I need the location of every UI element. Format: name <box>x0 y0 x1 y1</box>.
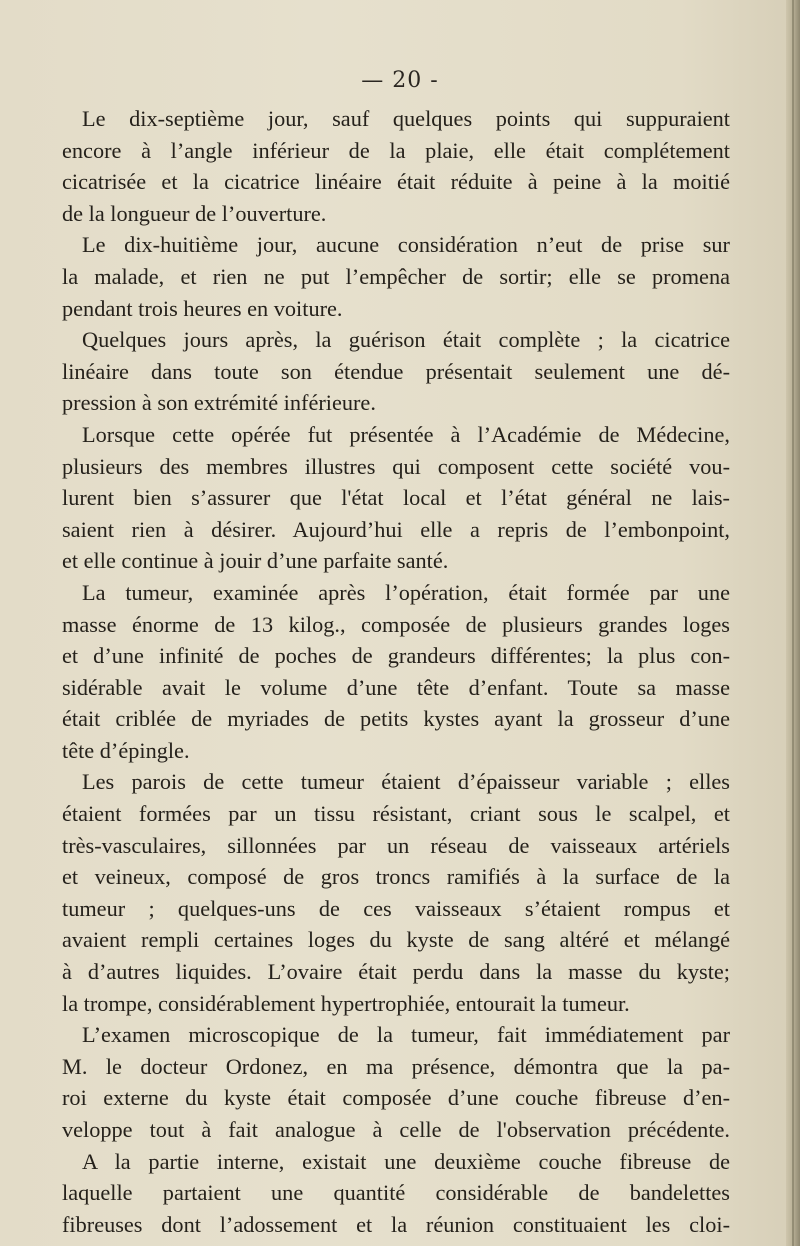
text-line: et veineux, composé de gros troncs ramifiés à la surface de la <box>62 864 730 890</box>
text-line: de la longueur de l’ouverture. <box>62 200 327 226</box>
text-line: très-vasculaires, sillonnées par un réseau de vaisseaux artériels <box>62 832 730 858</box>
text-line: tumeur ; quelques-uns de ces vaisseaux s’étaient rompus et <box>62 895 730 921</box>
text-line: lurent bien s’assurer que l'état local et l’état général ne lais- <box>62 485 730 511</box>
page-edge-shadow <box>792 0 794 1246</box>
text-line: roi externe du kyste était composée d’une couche fibreuse d’en- <box>62 1085 730 1111</box>
text-line: Lorsque cette opérée fut présentée à l’Académie de Médecine, <box>82 421 730 447</box>
text-line: saient rien à désirer. Aujourd’hui elle a repris de l’embonpoint, <box>62 516 730 542</box>
text-line: M. le docteur Ordonez, en ma présence, démontra que la pa- <box>62 1053 730 1079</box>
text-line: et d’une infinité de poches de grandeurs différentes; la plus con- <box>62 643 730 669</box>
text-line: pression à son extrémité inférieure. <box>62 390 376 416</box>
text-line: Quelques jours après, la guérison était complète ; la cicatrice <box>82 327 730 353</box>
text-line: pendant trois heures en voiture. <box>62 295 343 321</box>
text-line: la malade, et rien ne put l’empêcher de sortir; elle se promena <box>62 263 730 289</box>
text-line: linéaire dans toute son étendue présentait seulement une dé- <box>62 358 730 384</box>
page-number: — 20 - <box>361 68 439 93</box>
text-line: fibreuses dont l’adossement et la réunion constituaient les cloi- <box>62 1211 730 1237</box>
text-line: étaient formées par un tissu résistant, criant sous le scalpel, et <box>62 801 730 827</box>
text-line: L’examen microscopique de la tumeur, fait immédiatement par <box>82 1022 730 1048</box>
text-line: veloppe tout à fait analogue à celle de l'observation précédente. <box>62 1117 730 1142</box>
text-line: cicatrisée et la cicatrice linéaire était réduite à peine à la moitié <box>62 169 730 195</box>
text-line: encore à l’angle inférieur de la plaie, elle était complétement <box>62 137 730 163</box>
text-line: la trompe, considérablement hypertrophiée, entourait la tumeur. <box>62 990 630 1016</box>
text-line: masse énorme de 13 kilog., composée de plusieurs grandes loges <box>62 611 730 637</box>
text-line: était criblée de myriades de petits kystes ayant la grosseur d’une <box>62 706 730 732</box>
text-line: La tumeur, examinée après l’opération, était formée par une <box>82 579 730 605</box>
text-line: Les parois de cette tumeur étaient d’épaisseur variable ; elles <box>82 769 730 795</box>
text-line: A la partie interne, existait une deuxième couche fibreuse de <box>82 1148 730 1174</box>
text-line: tête d’épingle. <box>62 737 190 763</box>
body-text <box>62 103 730 1240</box>
text-line: plusieurs des membres illustres qui composent cette société vou- <box>62 453 730 479</box>
text-line: et elle continue à jouir d’une parfaite santé. <box>62 548 449 574</box>
text-line: sidérable avait le volume d’une tête d’enfant. Toute sa masse <box>62 674 730 700</box>
text-line: avaient rempli certaines loges du kyste de sang altéré et mélangé <box>62 927 730 953</box>
text-line: laquelle partaient une quantité considérable de bandelettes <box>62 1180 730 1206</box>
text-line: Le dix-huitième jour, aucune considération n’eut de prise sur <box>82 232 730 258</box>
text-line: à d’autres liquides. L’ovaire était perdu dans la masse du kyste; <box>62 959 730 985</box>
text-line: Le dix-septième jour, sauf quelques points qui suppuraient <box>82 106 730 131</box>
